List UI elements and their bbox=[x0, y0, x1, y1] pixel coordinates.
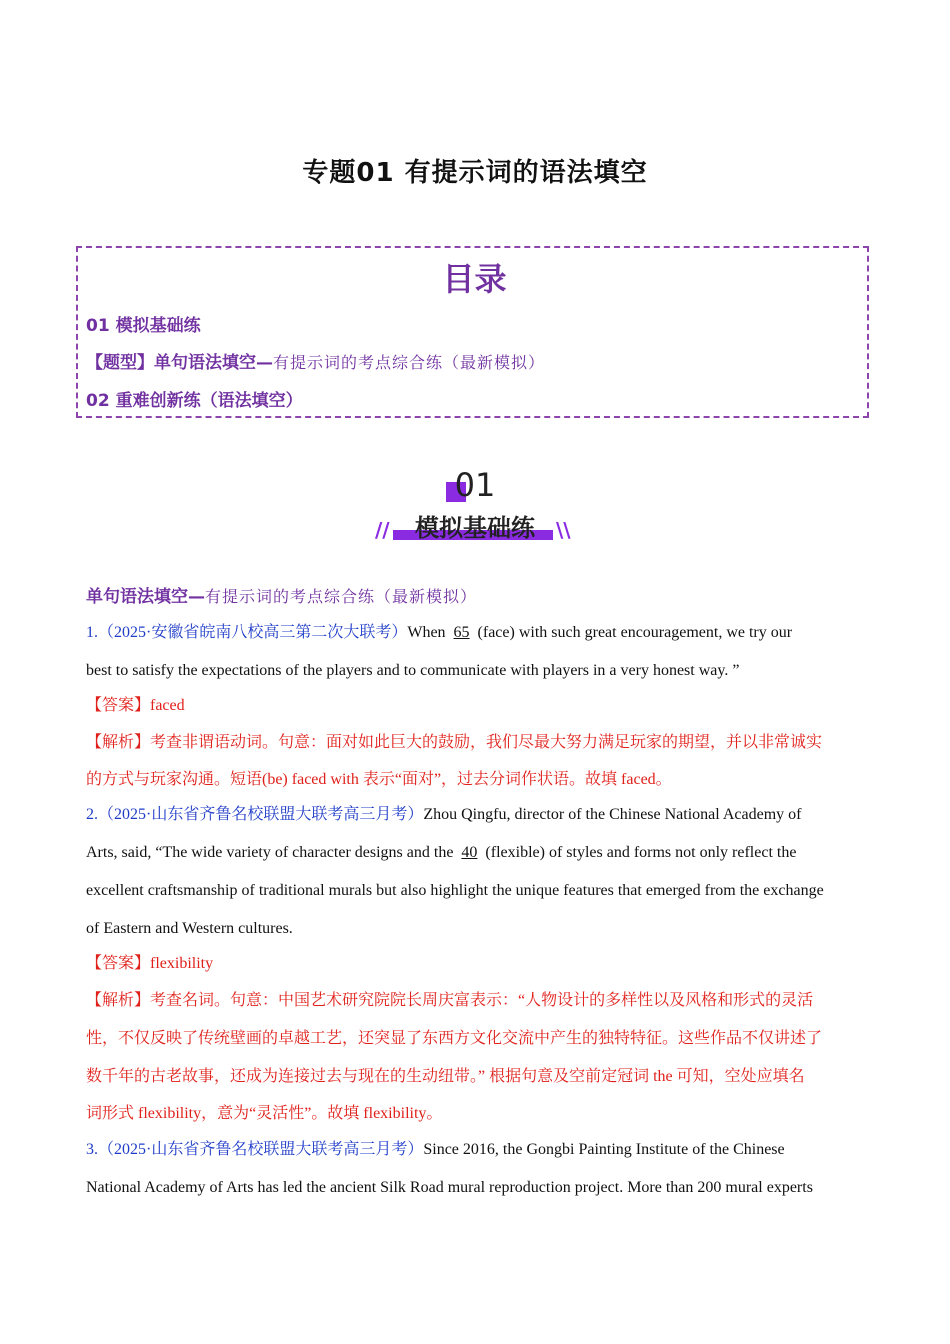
subheading-lite: 有提示词的考点综合练（最新模拟） bbox=[205, 587, 478, 606]
section-slash-left: // bbox=[375, 518, 390, 542]
q2-analysis-1: 【解析】考查名词。句意：中国艺术研究院院长周庆富表示：“人物设计的多样性以及风格和形式的灵活 bbox=[86, 992, 814, 1009]
q1-blank: 65 bbox=[453, 624, 470, 641]
q2-line-3: excellent craftsmanship of traditional murals but also highlight the unique features that emerged from the exchange bbox=[86, 882, 824, 899]
q1-text-1: When bbox=[407, 624, 450, 641]
q2-source: 2.（2025·山东省齐鲁名校联盟大联考高三月考） bbox=[86, 806, 424, 823]
q1-analysis-2: 的方式与玩家沟通。短语(be) faced with 表示“面对”，过去分词作状语。故填 faced。 bbox=[86, 771, 672, 788]
section-slash-right: \\ bbox=[556, 518, 571, 542]
q1-answer: 【答案】faced bbox=[86, 697, 185, 714]
q2-line-2 bbox=[86, 843, 866, 863]
q3-line-2: National Academy of Arts has led the ancient Silk Road mural reproduction project. More than 200 mural experts bbox=[86, 1179, 813, 1196]
q2-analysis-2: 性，不仅反映了传统壁画的卓越工艺，还突显了东西方文化交流中产生的独特特征。这些作品不仅讲述了 bbox=[86, 1030, 823, 1047]
toc-item-2-bold: 【题型】单句语法填空— bbox=[86, 353, 273, 373]
q1-text-2: (face) with such great encouragement, we try our bbox=[473, 624, 793, 641]
subheading bbox=[86, 582, 477, 607]
section-number: 01 bbox=[454, 466, 496, 504]
subheading-bold: 单句语法填空— bbox=[86, 587, 205, 607]
q2-line-1 bbox=[86, 805, 866, 825]
section-label: 模拟基础练 bbox=[415, 514, 535, 542]
q1-line-2: best to satisfy the expectations of the players and to communicate with players in a very honest way. ” bbox=[86, 662, 740, 679]
q2-text-1: Zhou Qingfu, director of the Chinese National Academy of bbox=[423, 806, 802, 823]
q2-blank: 40 bbox=[461, 844, 478, 861]
page-title: 专题01 有提示词的语法填空 bbox=[302, 158, 648, 188]
q3-text-1: Since 2016, the Gongbi Painting Institute of the Chinese bbox=[423, 1141, 785, 1158]
toc-item-3[interactable]: 02 重难创新练（语法填空） bbox=[86, 391, 303, 411]
q2-answer: 【答案】flexibility bbox=[86, 955, 214, 972]
toc-item-1[interactable]: 01 模拟基础练 bbox=[86, 316, 201, 336]
q1-analysis-1: 【解析】考查非谓语动词。句意：面对如此巨大的鼓励，我们尽最大努力满足玩家的期望，并以非常诚实 bbox=[86, 734, 823, 751]
q2-line-4: of Eastern and Western cultures. bbox=[86, 920, 293, 937]
q2-text-2b: (flexible) of styles and forms not only reflect the bbox=[481, 844, 797, 861]
toc-item-2-lite: 有提示词的考点综合练（最新模拟） bbox=[273, 353, 546, 372]
q3-source: 3.（2025·山东省齐鲁名校联盟大联考高三月考） bbox=[86, 1141, 424, 1158]
q2-analysis-3: 数千年的古老故事，还成为连接过去与现在的生动纽带。” 根据句意及空前定冠词 the 可知，空处应填名 bbox=[86, 1068, 805, 1085]
toc-heading: 目录 bbox=[442, 260, 507, 298]
q1-line-1 bbox=[86, 623, 866, 643]
q3-line-1 bbox=[86, 1140, 866, 1160]
q1-source: 1.（2025·安徽省皖南八校高三第二次大联考） bbox=[86, 624, 408, 641]
q2-analysis-4: 词形式 flexibility，意为“灵活性”。故填 flexibility。 bbox=[86, 1105, 443, 1122]
q2-text-2a: Arts, said, “The wide variety of character designs and the bbox=[86, 844, 458, 861]
toc-item-2[interactable] bbox=[86, 348, 545, 373]
